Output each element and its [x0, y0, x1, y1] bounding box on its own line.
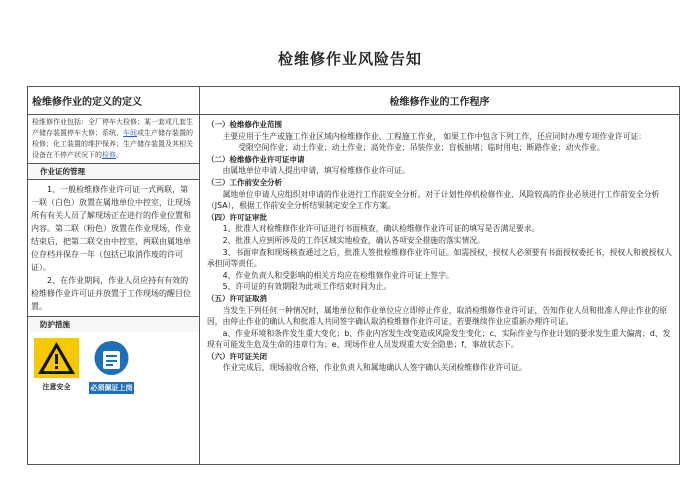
sign-caution-label: 注意安全	[42, 383, 71, 391]
procedure-paragraph: 属地单位申请人应组织对申请的作业进行工作前安全分析。对于计划性停机检修作业、风险较高的作业必须进行工作前安全分析（JSA），根据工作前安全分析结果制定安全工作方案。	[207, 189, 660, 211]
sign-badge	[89, 338, 134, 394]
cert-management-title: 作业证的管理	[28, 164, 199, 180]
procedure-heading: （四）许可证审批	[207, 212, 267, 222]
procedure-heading: （六）许可证关闭	[207, 351, 267, 361]
sign-caution	[34, 338, 79, 394]
procedure-heading: （一）检维修作业范围	[207, 120, 282, 129]
sign-badge-label: 必须佩证上岗	[90, 384, 133, 392]
procedure-paragraph: 1、批准人对检维修作业许可证进行书面核查，确认检维修作业许可证的填写是否满足要求。	[222, 224, 540, 234]
maintenance-link[interactable]: 检修	[102, 151, 116, 159]
procedure-paragraph: 4、作业负责人和受影响的相关方均应在检维修作业许可证上签字。	[222, 270, 454, 280]
risk-notice-table	[27, 86, 680, 465]
procedure-heading: （五）许可证取消	[207, 293, 267, 303]
right-column	[200, 115, 680, 465]
page-title: 检维修作业风险告知	[277, 50, 422, 68]
left-column	[28, 115, 200, 465]
cert-paragraph: 1、一般检维修作业许可证一式两联，第一联（白色）放置在属地单位中控室，让现场所有有关人员了解现场正在进行的作业位置和内容。第二联（粉色）放置在作业现场，作业结束后，把第二联交由中控室，两联由属地单位存档并保存一年（包括已取消作废的许可证）。	[31, 185, 191, 272]
procedure-content	[200, 115, 679, 376]
procedure-paragraph: 当发生下列任何一种情况时，属地单位和作业单位应立即停止作业，取消检维修作业许可证，告知作业人员和批准人停止作业的原因，由停止作业的确认人和批准人共同签字确认取消检维修作业许可证，若要继续作业应重新办理许可证。	[207, 305, 668, 327]
procedure-paragraph: 作业完成后，现场验收合格，作业负责人和属地确认人签字确认关闭检维修作业许可证。	[222, 363, 527, 373]
cert-paragraph: 2、在作业期间，作业人员应持有有效的检维修作业许可证并放置于工作现场的醒目位置。	[31, 276, 191, 311]
procedure-paragraph: 由属地单位申请人提出申请，填写检维修作业许可证。	[222, 166, 410, 176]
procedure-paragraph: 3、书面审查和现场核查通过之后，批准人签批检维修作业许可证。如需授权，授权人必须要有书面授权委托书，授权人和被授权人承担同等责任。	[207, 247, 672, 269]
protection-title: 防护措施	[28, 317, 199, 332]
procedure-paragraph: 受限空间作业；动土作业；动土作业；高处作业；吊装作业；盲板抽堵；临时用电；断路作业；动火作业。	[238, 143, 605, 153]
procedure-paragraph: a、作业环境和条件发生重大变化；b、作业内容发生改变造成风险发生变化；c、实际作业与作业计划的要求发生重大偏离；d、发现有可能发生危及生命的违章行为；e、现场作业人员发现重大安全隐患；f、事故状态下。	[207, 328, 671, 350]
procedure-paragraph: 2、批准人应到所涉及的工作区域实地检查，确认各项安全措施的落实情况。	[222, 235, 485, 245]
procedure-paragraph: 主要应用于生产或施工作业区域内检维修作业、工程施工作业， 如果工作中包含下列工作，还应同时办理专项作业许可证：	[222, 131, 647, 141]
wear-badge-icon	[89, 338, 134, 378]
right-column-header: 检维修作业的工作程序	[200, 87, 680, 115]
left-column-header: 检维修作业的定义的定义	[28, 87, 200, 115]
definition-text: 检维修作业包括：全厂停车大检修；某一套或几套生产储存装置停车大修；系统、车间或生产储存装置的检修；化工装置的维护保养；生产储存装置及其相关设备在不停产状况下的检修。	[28, 115, 199, 164]
warning-triangle-icon	[34, 338, 79, 378]
procedure-heading: （三）工作前安全分析	[207, 177, 282, 187]
procedure-paragraph: 5、许可证的有效期限为此项工作结束时间为止。	[222, 282, 392, 292]
procedure-heading: （二）检维修作业许可证申请	[207, 154, 305, 164]
cert-management-text	[28, 180, 199, 317]
safety-signs	[28, 332, 199, 400]
workshop-link[interactable]: 车间	[123, 129, 137, 137]
